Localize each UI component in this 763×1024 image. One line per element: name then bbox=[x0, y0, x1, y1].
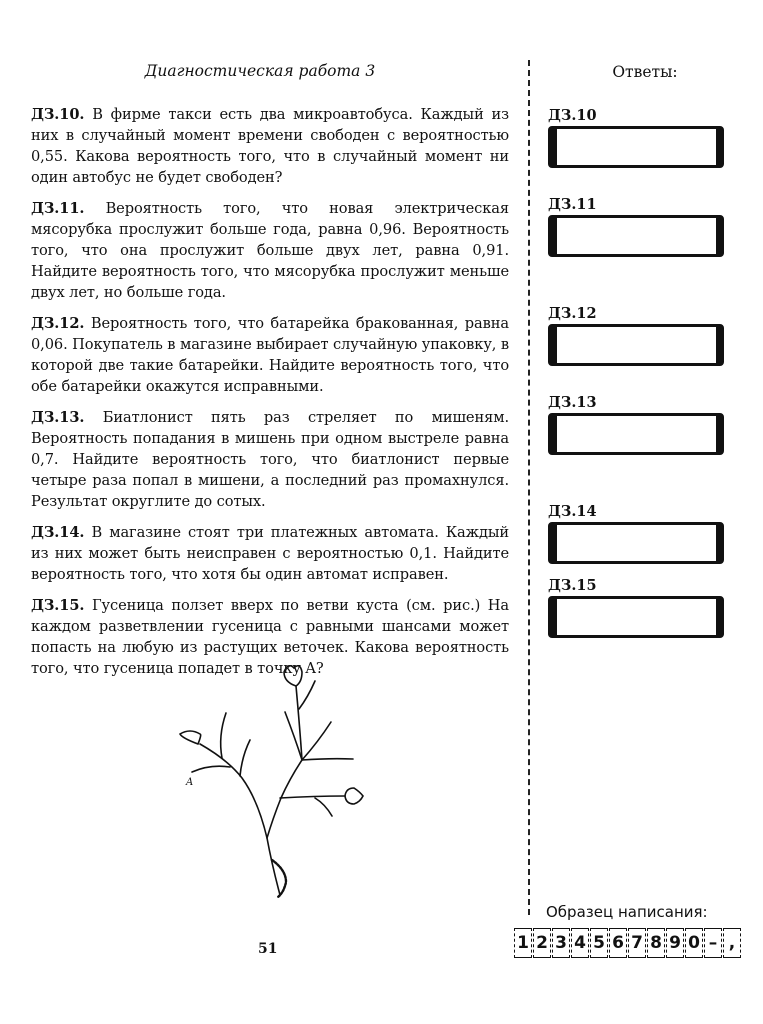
problem-text: Вероятность того, что новая электрическая мясорубка прослужит больше года, равна 0,96. Вероятность того, что она прослужит больше двух лет, равна 0,91. Найдите вероятность того, что мясорубка прослужит меньше двух лет, но больше года. bbox=[31, 200, 509, 301]
sample-char: , bbox=[723, 928, 741, 958]
sample-char: 2 bbox=[533, 928, 551, 958]
right-stem bbox=[267, 686, 302, 838]
answer-label: ДЗ.13 bbox=[548, 394, 597, 411]
problem-number: ДЗ.12. bbox=[31, 315, 85, 332]
answer-box[interactable] bbox=[548, 215, 724, 257]
answer-label: ДЗ.14 bbox=[548, 503, 597, 520]
sample-char: 3 bbox=[552, 928, 570, 958]
sample-char: 4 bbox=[571, 928, 589, 958]
answer-label: ДЗ.10 bbox=[548, 107, 597, 124]
leaf-icon bbox=[345, 788, 363, 804]
answer-d3-15 bbox=[548, 577, 728, 638]
problem-text: Гусеница ползет вверх по ветви куста (см. рис.) На каждом разветвлении гусеница с равными шансами может попасть на любую из растущих веточек. Какова вероятность того, что гусеница попадет в точку A? bbox=[31, 597, 510, 677]
problem-d3-12 bbox=[31, 313, 509, 397]
answer-d3-14 bbox=[548, 503, 728, 564]
answer-box[interactable] bbox=[548, 596, 724, 638]
problem-d3-14 bbox=[31, 522, 509, 585]
branch-drawing bbox=[160, 660, 380, 910]
sample-char: 5 bbox=[590, 928, 608, 958]
problem-text: В магазине стоят три платежных автомата. Каждый из них может быть неисправен с вероятностью 0,1. Найдите вероятность того, что хотя бы один автомат исправен. bbox=[31, 524, 509, 583]
problem-d3-11 bbox=[31, 198, 509, 303]
answer-box[interactable] bbox=[548, 522, 724, 564]
sample-char: 0 bbox=[685, 928, 703, 958]
twig bbox=[240, 740, 250, 776]
page-header: Диагностическая работа 3 bbox=[144, 62, 376, 80]
answer-label: ДЗ.12 bbox=[548, 305, 597, 322]
answer-label: ДЗ.15 bbox=[548, 577, 597, 594]
sample-digits bbox=[514, 928, 742, 958]
answer-label: ДЗ.11 bbox=[548, 196, 597, 213]
problem-number: ДЗ.10. bbox=[31, 106, 85, 123]
sample-char: 7 bbox=[628, 928, 646, 958]
answers-title: Ответы: bbox=[612, 63, 678, 81]
problem-number: ДЗ.11. bbox=[31, 200, 85, 217]
sample-char: 9 bbox=[666, 928, 684, 958]
twig bbox=[221, 713, 226, 758]
answer-box[interactable] bbox=[548, 126, 724, 168]
answer-box[interactable] bbox=[548, 324, 724, 366]
twig bbox=[302, 722, 331, 760]
answer-d3-11 bbox=[548, 196, 728, 257]
problem-text: В фирме такси есть два микроавтобуса. Каждый из них в случайный момент времени свободен с вероятностью 0,55. Какова вероятность того, что в случайный момент ни один автобус не будет свободен? bbox=[31, 106, 509, 186]
problem-number: ДЗ.15. bbox=[31, 597, 85, 614]
twig bbox=[299, 681, 315, 709]
problem-text: Биатлонист пять раз стреляет по мишеням. Вероятность попадания в мишень при одном выстреле равна 0,7. Найдите вероятность того, что биатлонист первые четыре раза попал в мишени, а последний раз промахнулся. Результат округлите до сотых. bbox=[31, 409, 509, 510]
leaf-icon bbox=[180, 731, 201, 744]
point-a-label: A bbox=[186, 777, 194, 788]
problem-text: Вероятность того, что батарейка бракованная, равна 0,06. Покупатель в магазине выбирает случайную упаковку, в которой две такие батарейки. Найдите вероятность того, что обе батарейки окажутся исправными. bbox=[31, 315, 509, 395]
branch-right bbox=[280, 796, 345, 798]
sample-char: 8 bbox=[647, 928, 665, 958]
page-number: 51 bbox=[258, 941, 278, 957]
sample-char: – bbox=[704, 928, 722, 958]
sample-char: 6 bbox=[609, 928, 627, 958]
answer-d3-10 bbox=[548, 107, 728, 168]
cut-line-divider bbox=[528, 60, 530, 915]
twig bbox=[315, 798, 332, 816]
twig bbox=[302, 759, 353, 760]
leaf-icon bbox=[284, 666, 302, 686]
problems-list bbox=[31, 104, 509, 689]
problem-d3-13 bbox=[31, 407, 509, 512]
sample-char: 1 bbox=[514, 928, 532, 958]
answer-d3-12 bbox=[548, 305, 728, 366]
problem-number: ДЗ.14. bbox=[31, 524, 85, 541]
branch-a bbox=[192, 766, 230, 772]
sample-title: Образец написания: bbox=[546, 903, 708, 921]
answer-d3-13 bbox=[548, 394, 728, 455]
branch-figure bbox=[160, 660, 380, 910]
answer-box[interactable] bbox=[548, 413, 724, 455]
problem-d3-10 bbox=[31, 104, 509, 188]
problem-number: ДЗ.13. bbox=[31, 409, 85, 426]
